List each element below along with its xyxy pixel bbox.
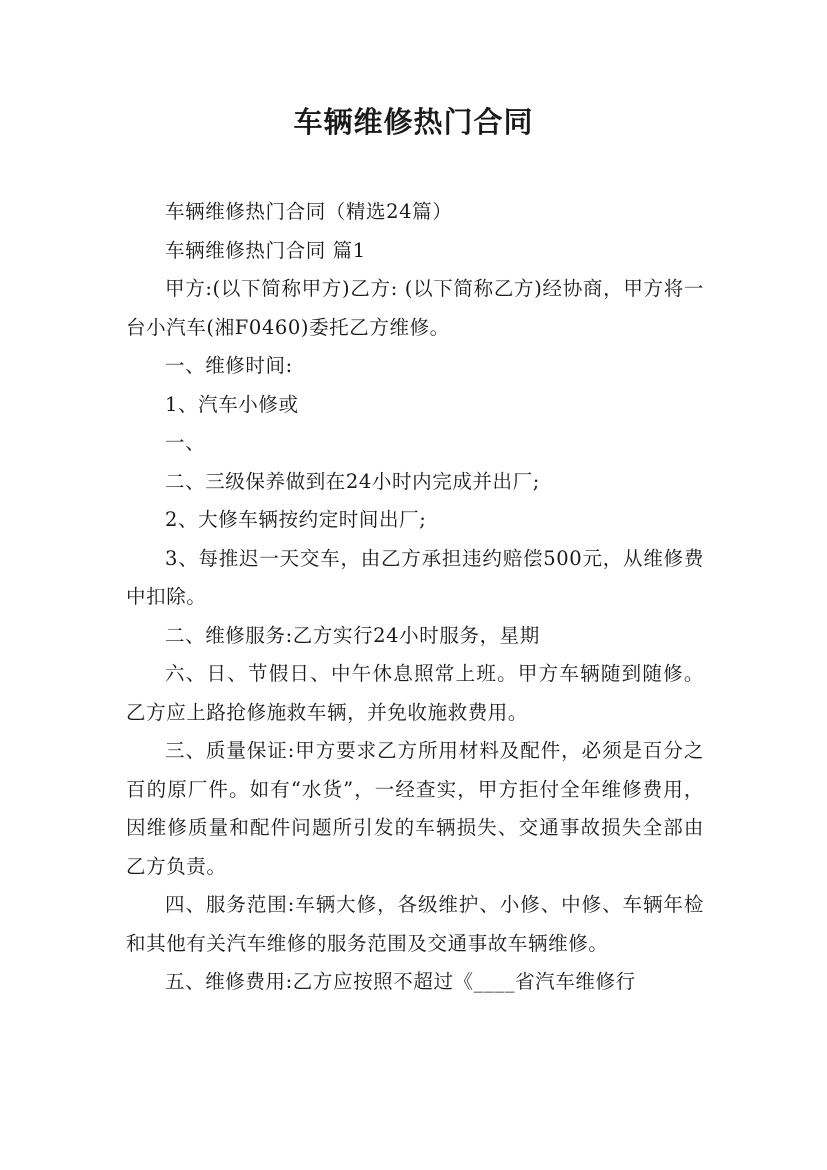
document-title: 车辆维修热门合同 [293, 105, 534, 139]
paragraph-section-2-cont: 六、日、节假日、中午休息照常上班。甲方车辆随到随修。乙方应上路抢修施救车辆，并免收施救费用。 [126, 662, 704, 724]
paragraph-section-4: 四、服务范围:车辆大修，各级维护、小修、中修、车辆年检和其他有关汽车维修的服务范围及交通事故车辆维修。 [126, 893, 704, 955]
paragraph-section-1-heading: 一、维修时间: [165, 354, 293, 377]
paragraph-parties: 甲方:(以下简称甲方)乙方: (以下简称乙方)经协商，甲方将一台小汽车(湘F0460)委托乙方维修。 [126, 277, 704, 339]
document-body [126, 193, 704, 1002]
paragraph-item-3: 3、每推迟一天交车，由乙方承担违约赔偿500元，从维修费中扣除。 [126, 546, 704, 608]
paragraph-section-2: 二、维修服务:乙方实行24小时服务，星期 [165, 623, 540, 647]
paragraph-item-1: 1、汽车小修或 [165, 392, 299, 416]
paragraph-item-2: 2、大修车辆按约定时间出厂; [165, 508, 427, 531]
paragraph-subtitle: 车辆维修热门合同（精选24篇） [165, 200, 453, 223]
paragraph-section-5: 五、维修费用:乙方应按照不超过《____省汽车维修行 [165, 970, 636, 993]
paragraph-section-3: 三、质量保证:甲方要求乙方所用材料及配件，必须是百分之百的原厂件。如有“水货”，一经查实，甲方拒付全年维修费用，因维修质量和配件问题所引发的车辆损失、交通事故损失全部由乙方负责。 [126, 739, 704, 878]
paragraph-item-maintenance: 二、三级保养做到在24小时内完成并出厂; [165, 469, 540, 493]
paragraph-item-1-cont: 一、 [165, 431, 206, 454]
paragraph-article-heading: 车辆维修热门合同 篇1 [165, 238, 366, 262]
